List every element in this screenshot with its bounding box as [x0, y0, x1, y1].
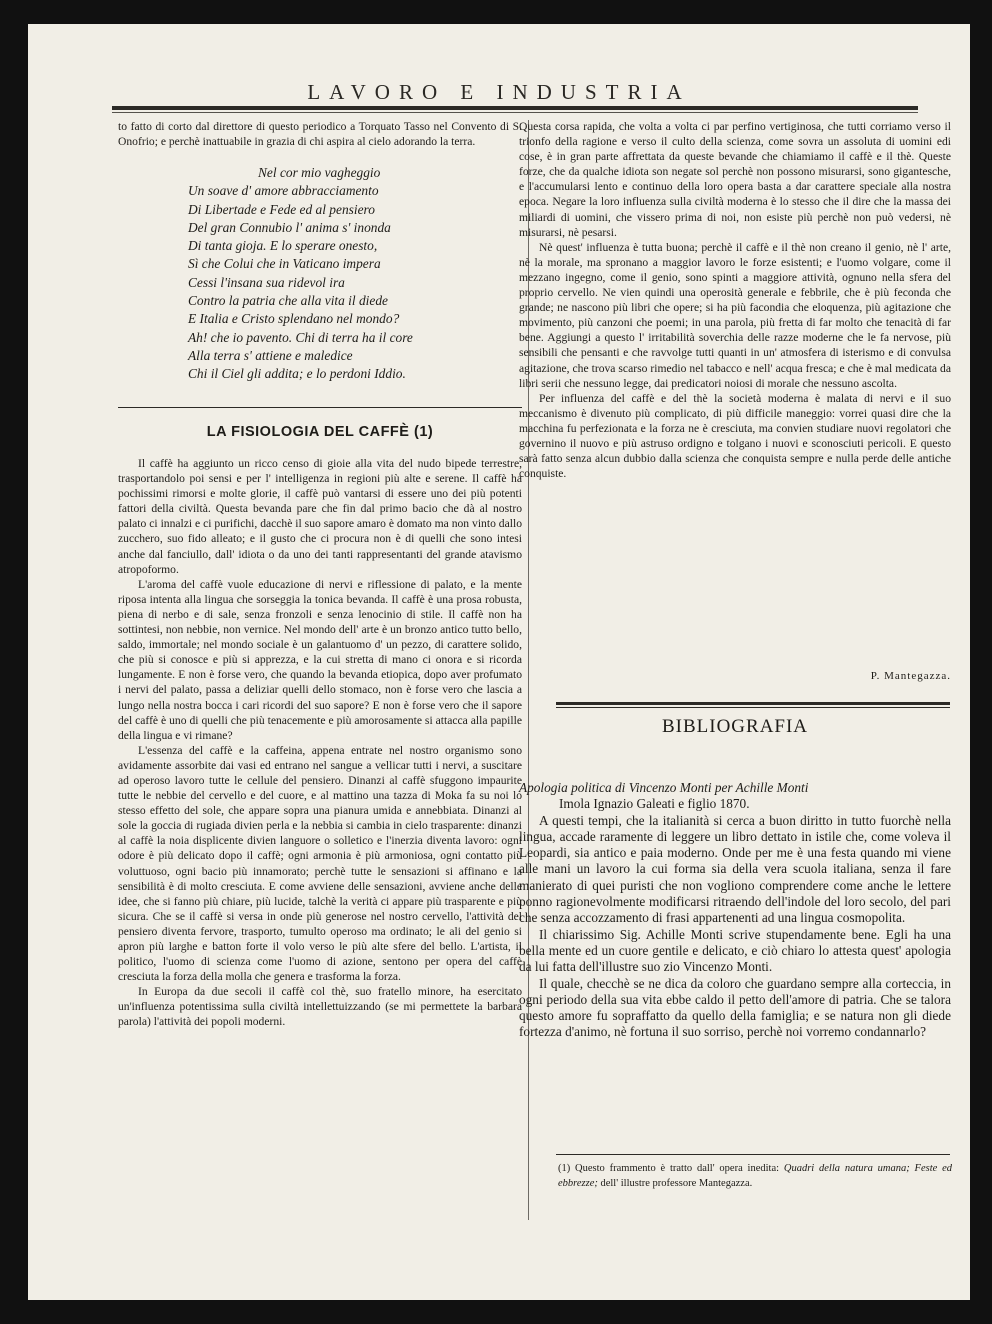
left-intro — [118, 119, 522, 149]
poem-line: Sì che Colui che in Vaticano impera — [188, 256, 381, 272]
newspaper-page — [28, 24, 970, 1300]
poem-line: Chi il Ciel gli addita; e lo perdoni Iddio. — [188, 366, 406, 382]
article-paragraph: Il caffè ha aggiunto un ricco censo di gioie alla vita del nudo bipede terrestre, trasportandolo poi sensi e per l' intelligenza in regioni più alte e serene. Il caffè ha pochissimi rimorsi e molte glorie, il caffè può vantarsi di essere uno dei più potenti fattori della civiltà. Questa bevanda pare che fin dal primo bacio che dà al nostro palato ci innalzi e ci purifichi, dacchè il suo sapore amaro è domato ma non vinto dallo zucchero, suo fido alleato; e il gusto che ci procura non è di quelli che sono intesi anche dal fanciullo, dall' idiota o da uno dei tanti rappresentanti del grande atavismo atropoformo. — [118, 457, 522, 576]
poem-line: Contro la patria che alla vita il diede — [188, 293, 388, 309]
poem-line: E Italia e Cristo splendano nel mondo? — [188, 311, 400, 327]
poem-line: Nel cor mio vagheggio — [258, 165, 381, 180]
section-rule — [556, 702, 950, 705]
bibliografia-article — [519, 780, 951, 1041]
book-reference: Apologia politica di Vincenzo Monti per Achille Monti — [519, 780, 809, 795]
article-paragraph: L'essenza del caffè e la caffeina, appena entrate nel nostro organismo sono avidamente assorbite dai vasi ed entrano nel sangue a vellicar tutti i nervi, a suscitare ad operoso lavoro tutte le cellule del pensiero. Dinanzi al caffè sfuggono impaurite tutte le nebbie del cervello e del cuore, e al mattino una tazza di Moka fa su noi lo stesso effetto del sole, che appare sopra una pianura umida e annebbiata. Dinanzi al sole la goccia di rugiada divien perla e la nebbia si cambia in cielo trasparente: dinanzi al caffè la noia displicente divien languore o solletico e l'inerzia diventa lavoro: ogni odore è più delicato dopo il caffè; ogni armonia è più armoniosa, ogni contatto più voluttuoso, ogni bacio più innamorato; perchè tutte le sensazioni si affinano e la sensibilità è di molto cresciuta. E come avviene delle sensazioni, avviene anche delle idee, che si fanno più chiare, più lucide, talchè la verità ci appare più trasparente e più sicura. Che se il caffè si versa in onde più generose nel nostro cervello, l'attività del pensiero diventa fervore, trasporto, tumulto operoso ma ordinato; le ali del genio si apron più larghe e batton forte il volo verso le più alte sfere del bello. L'artista, il politico, l'uomo di scienza come l'uomo di azione, sentono per opera del caffè cresciuta la forza della molla che genera e trasforma la forza. — [118, 743, 522, 984]
book-publisher: Imola Ignazio Galeati e figlio 1870. — [559, 796, 750, 812]
author-signature: P. Mantegazza. — [870, 670, 951, 682]
poem-line: Del gran Connubio l' anima s' inonda — [188, 219, 391, 235]
article-paragraph: A questi tempi, che la italianità si cerca a buon diritto in tutto fuorchè nella lingua, accade raramente di leggere un libro dettato in istile che, come voleva il Leopardi, sia antico e paia moderno. Onde per me è una festa quando mi viene alle mani un lavoro la cui forma sia della vera scuola italiana, senza il fare manierato di quei puristi che non vogliono comprendere come anche le lettere ponno ragionevolmente modificarsi ritraendo dell'indole del loro secolo, del pari che senza accozzamento di frasi appartenenti ad una lingua cosmopolita. — [519, 812, 951, 926]
masthead-rule — [112, 106, 918, 110]
poem-line: Un soave d' amore abbracciamento — [188, 183, 379, 199]
masthead: LAVORO E INDUSTRIA — [307, 80, 691, 104]
masthead-rule-thin — [112, 112, 918, 113]
footnote — [558, 1162, 952, 1191]
poem-line: Alla terra s' attiene e maledice — [188, 347, 353, 363]
article-paragraph: Il chiarissimo Sig. Achille Monti scrive stupendamente bene. Egli ha una bella mente ed un cuore gentile e delicato, e ciò chiaro lo attesta quest' apologia da lui fatta dell'illustre suo zio Vincenzo Monti. — [519, 926, 951, 975]
poem-line: Ah! che io pavento. Chi di terra ha il core — [188, 329, 413, 345]
article-paragraph: L'aroma del caffè vuole educazione di nervi e riflessione di palato, e la mente riposa intenta alla lingua che sorseggia la tonica bevanda. Il caffè è una prosa robusta, piena di nerbo e di sale, senza fronzoli e senza lenocinio di stile. Il caffè non ha sottintesi, non nebbie, non vernice. Nel mondo dell' arte è un bronzo antico tutto bello, saldo, immortale; nel mondo sociale è un galantuomo d' un pezzo, di carattere solido, che più si conosce e più si apprezza, e la cui stretta di mano ci onora e si ricorda lungamente. E non è forse vero, che quando la bevanda etiopica, dopo aver profumato i nervi del palato, passa a deliziar quelli dello stomaco, non è forse vero che lascia a lungo nella nostra bocca i cari ricordi del suo sapore? E non è forse vero che il sapore del caffè è uno di quelli che più tenacemente e più amorosamente si attacca alla papille della lingua e vi rimane? — [118, 577, 522, 742]
footnote-title: Quadri della natura umana; Feste ed ebbrezze; — [558, 1163, 953, 1189]
footnote-text: (1) Questo frammento è tratto dall' opera inedita: — [558, 1163, 784, 1174]
article-paragraph: Il quale, checchè se ne dica da coloro che guardano sempre alla corteccia, in ogni periodo della sua vita ebbe caldo il petto dell'amore di patria. Che se talora questo amore fu sopraffatto da quello della famiglia; e se natura non gli diede fortezza d'animo, nè fortuna il suo sorriso, perchè noi vorremo condannarlo? — [519, 975, 951, 1040]
poem-line: Di tanta gioja. E lo sperare onesto, — [188, 238, 378, 254]
article-paragraph: Per influenza del caffè e del thè la società moderna è malata di nervi e il suo meccanismo è divenuto più complicato, di più difficile maneggio: vorrei quasi dire che la macchina fu perfezionata e la forza ne è cresciuta, ma convien studiare nuovi regolatori che governino il nuovo e più astruso ordigno e tolgano i nuovi e sconosciuti pericoli. E questo sarà fatto senza alcun dubbio dalla scienza che conquista sempre e nulla perde delle antiche conquiste. — [519, 391, 951, 481]
footnote-text: dell' illustre professore Mantegazza. — [597, 1177, 753, 1189]
poem — [188, 164, 548, 384]
section-title-fisiologia: LA FISIOLOGIA DEL CAFFÈ (1) — [206, 424, 434, 440]
article-paragraph: Questa corsa rapida, che volta a volta ci par perfino vertiginosa, che tutti corriamo verso il trionfo della ragione e verso il culto della scienza, come sovra un assoluta di uomini edi cose, è in gran parte affrettata da queste bevande che chiamiamo il caffè e il thè. Queste forze, che da qualche idiota son negate sol perchè non possono misurarsi, sono gigantesche, e l'accumularsi lento e continuo della loro opera basta a dar carattere speciale alla nostra epoca. Negare la loro influenza sulla civiltà moderna è lo stesso che il dire che la massa dei miliardi di uomini, che vissero prima di noi, non esiste più perchè non può vedersi, nè misurarsi, nè pesarsi. — [519, 120, 951, 239]
fisiologia-article — [118, 456, 522, 1030]
poem-line: Cessi l'insana sua ridevol ira — [188, 274, 345, 290]
section-rule-thin — [556, 707, 950, 708]
article-paragraph: Nè quest' influenza è tutta buona; perchè il caffè e il thè non creano il genio, nè l' arte, nè la morale, ma spronano a maggior lavoro le forze esistenti; e l'uomo volgare, come il mezzano ingegno, come il genio, sono spinti a maggiore attività, ognuno nella sfera del proprio cervello. Ne vien quindi una operosità generale e febbrile, che è più feconda che grande; ne nascono più libri che opere; si ha più facondia che eloquenza, più agitazione che movimento, più canzoni che poemi; in una parola, più fretta di far molto che tenacità di far bene. Aggiungi a questo l' irritabilità soverchia delle razze moderne che le fa nervose, più sensibili che pensanti e che ravvolge tutti quanti in un' atmosfera di isterismo e di convulsa agitazione, che trova scarso rimedio nel tabacco e nell' acqua fresca; e che è mal medicata da libri serii che nessuno legge, dai predicatori noiosi di morale che nessuno ascolta. — [519, 240, 951, 390]
article-paragraph: In Europa da due secoli il caffè col thè, suo fratello minore, ha esercitato un'influenza potentissima sulla civiltà intellettuizzando (se mi permettete la barbara parola) l'attività dei popoli moderni. — [118, 985, 522, 1029]
section-title-bibliografia: BIBLIOGRAFIA — [661, 716, 809, 737]
poem-line: Di Libertade e Fede ed al pensiero — [188, 201, 375, 217]
section-rule — [118, 407, 522, 408]
intro-paragraph: to fatto di corto dal direttore di questo periodico a Torquato Tasso nel Convento di S. Onofrio; e perchè inattuabile in grazia di chi aspira al cielo adorando la terra. — [118, 120, 522, 149]
footnote-rule — [556, 1154, 950, 1155]
fisiologia-continued — [519, 119, 951, 481]
